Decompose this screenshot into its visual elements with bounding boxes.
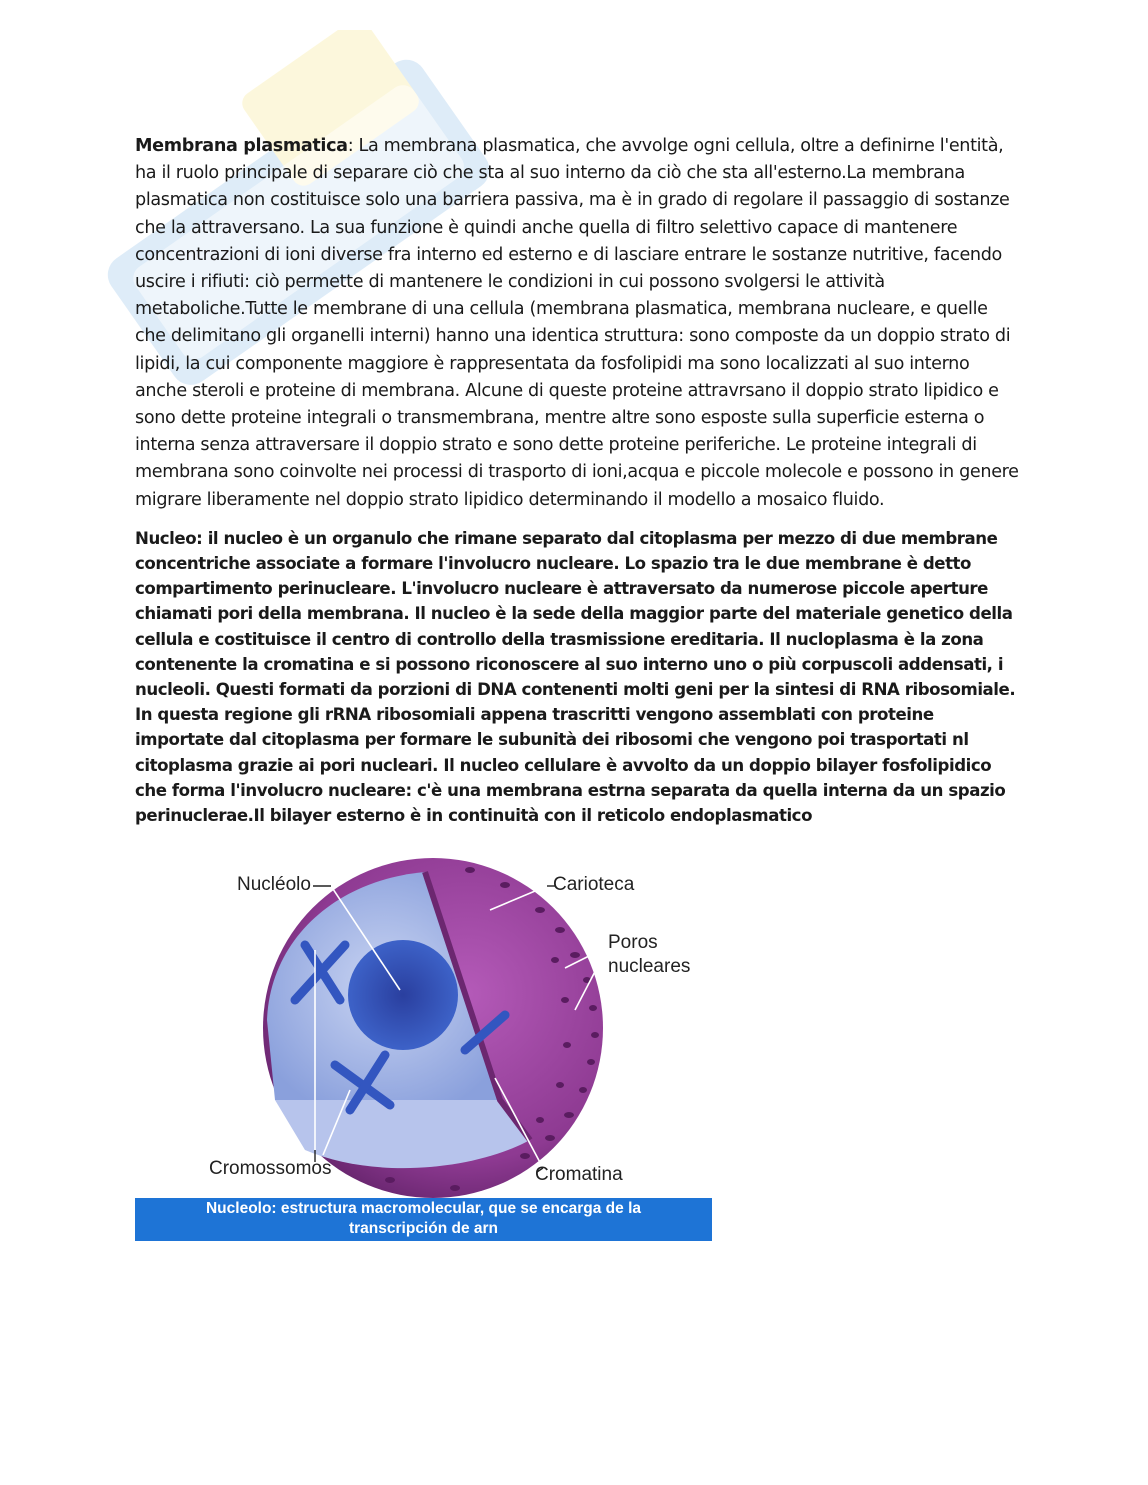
paragraph-nucleo: Nucleo: il nucleo è un organulo che rimane separato dal citoplasma per mezzo di due membrane concentriche associate a formare l'involucro nucleare. Lo spazio tra le due membrane è detto compartimento perinucleare. L'involucro nucleare è attraversato da numerose piccole aperture chiamati pori della membrana. Il nucleo è la sede della maggior parte del materiale genetico della cellula e costituisce il centro di controllo della trasmissione ereditaria. Il nucloplasma è la zona contenente la cromatina e si possono riconoscere al suo interno uno o più corpuscoli addensati, i nucleoli. Questi formati da porzioni di DNA contenenti molti geni per la sintesi di RNA ribosomiale. In questa regione gli rRNA ribosomiali appena trascritti vengono assemblati con proteine importate dal citoplasma per formare le subunità dei ribosomi che vengono poi trasportati nl citoplasma grazie ai pori nucleari. Il nucleo cellulare è avvolto da un doppio bilayer fosfolipidico che forma l'involucro nucleare: c'è una membrana estrna separata da quella interna da un spazio perinuclerae.Il bilayer esterno è in continuità con il reticolo endoplasmatico: [135, 528, 1016, 826]
label-cromossomos: Cromossomos: [209, 1158, 332, 1179]
nucleus-illustration: [135, 850, 712, 1200]
label-carioteca: Carioteca: [553, 874, 635, 895]
label-nucleolo: Nucléolo: [237, 874, 311, 895]
label-nucleares: nucleares: [608, 956, 691, 977]
nucleolus: [348, 940, 458, 1050]
caption-line-2: transcripción de arn: [348, 1220, 498, 1237]
caption-line-1: Nucleolo: estructura macromolecular, que se encarga de la: [205, 1200, 642, 1217]
paragraph-membrana-plasmatica: [135, 133, 1020, 514]
label-cromatina: Cromatina: [535, 1164, 623, 1185]
document-body: [135, 133, 1020, 828]
figure-caption: [135, 1198, 712, 1241]
text-membrana-plasmatica: : La membrana plasmatica, che avvolge ogni cellula, oltre a definirne l'entità, ha il ruolo principale di separare ciò che sta al suo interno da ciò che sta all'esterno.La membrana plasmatica non costituisce solo una barriera passiva, ma è in grado di regolare il passaggio di sostanze che la attraversano. La sua funzione è quindi anche quella di filtro selettivo capace di mantenere concentrazioni di ioni diverse fra interno ed esterno e di lasciare entrare le sostanze nutritive, facendo uscire i rifiuti: ciò permette di mantenere le condizioni in cui possono svolgersi le attività metaboliche.Tutte le membrane di una cellula (membrana plasmatica, membrana nucleare, e quelle che delimitano gli organelli interni) hanno una identica struttura: sono composte da un doppio strato di lipidi, la cui componente maggiore è rappresentata da fosfolipidi ma sono localizzati al suo interno anche steroli e proteine di membrana. Alcune di queste proteine attravrsano il doppio strato lipidico e sono dette proteine integrali o transmembrana, mentre altre sono esposte sulla superficie esterna o interna senza attraversare il doppio strato e sono dette proteine periferiche. Le proteine integrali di membrana sono coinvolte nei processi di trasporto di ioni,acqua e piccole molecole e possono in genere migrare liberamente nel doppio strato lipidico determinando il modello a mosaico fluido.: [135, 136, 1019, 510]
nucleus-figure: [135, 850, 712, 1240]
label-poros: Poros: [608, 932, 658, 953]
heading-membrana-plasmatica: Membrana plasmatica: [135, 136, 348, 156]
